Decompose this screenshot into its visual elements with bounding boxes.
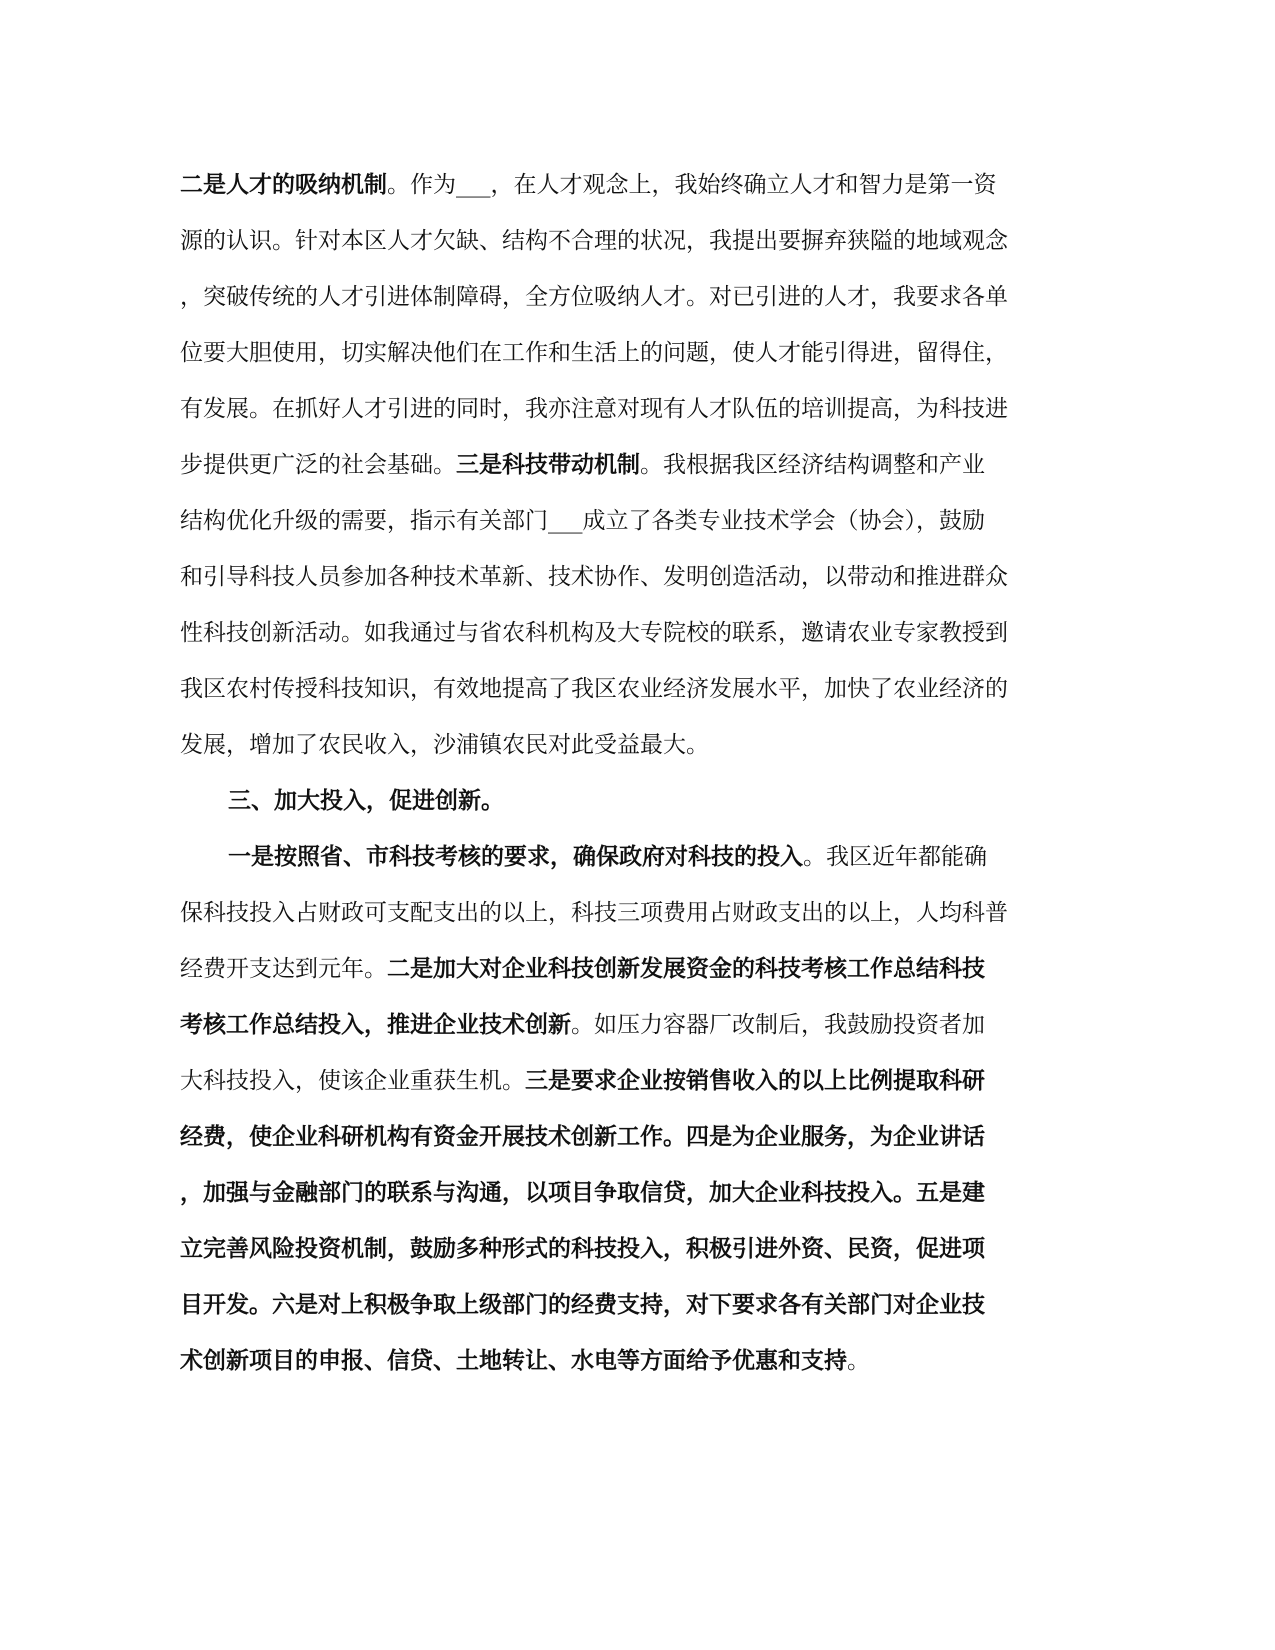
text-line xyxy=(180,165,1060,205)
text-run: 目开发。六是对上积极争取上级部门的经费支持，对下要求各有关部门对企业技 xyxy=(180,1291,985,1318)
text-run: 。如压力容器厂改制后，我鼓励投资者加 xyxy=(571,1012,985,1038)
text-run: 。作为___，在人才观念上，我始终确立人才和智力是第一资 xyxy=(387,172,997,198)
text-run: 一是按照省、市科技考核的要求，确保政府对科技的投入 xyxy=(228,843,803,870)
text-run: 术创新项目的申报、信贷、土地转让、水电等方面给予优惠和支持 xyxy=(180,1347,847,1374)
text-line xyxy=(180,669,1060,709)
text-run: 经费，使企业科研机构有资金开展技术创新工作。四是为企业服务，为企业讲话 xyxy=(180,1123,985,1150)
text-line xyxy=(180,1173,1060,1213)
text-line xyxy=(180,501,1060,541)
text-run: 。我区近年都能确 xyxy=(803,844,987,870)
text-run: 保科技投入占财政可支配支出的以上，科技三项费用占财政支出的以上，人均科普 xyxy=(180,900,1008,926)
text-run: 发展，增加了农民收入，沙浦镇农民对此受益最大。 xyxy=(180,732,709,758)
text-run: 三是要求企业按销售收入的以上比例提取科研 xyxy=(525,1067,985,1094)
text-line xyxy=(180,333,1060,373)
text-line xyxy=(180,725,1060,765)
text-run: 二是人才的吸纳机制 xyxy=(180,171,387,198)
text-run: 位要大胆使用，切实解决他们在工作和生活上的问题，使人才能引得进，留得住， xyxy=(180,340,1008,366)
text-line xyxy=(180,1005,1060,1045)
text-run: 三、加大投入，促进创新。 xyxy=(228,787,504,814)
text-run: 大科技投入，使该企业重获生机。 xyxy=(180,1068,525,1094)
text-line xyxy=(180,221,1060,261)
text-line xyxy=(180,613,1060,653)
text-run: 经费开支达到元年。 xyxy=(180,956,387,982)
text-line xyxy=(180,557,1060,597)
text-run: 三是科技带动机制 xyxy=(456,451,640,478)
text-run: 。我根据我区经济结构调整和产业 xyxy=(640,452,985,478)
text-run: 性科技创新活动。如我通过与省农科机构及大专院校的联系，邀请农业专家教授到 xyxy=(180,620,1008,646)
text-line xyxy=(180,893,1060,933)
text-line xyxy=(180,277,1060,317)
text-run: 。 xyxy=(847,1348,870,1374)
text-run: 结构优化升级的需要，指示有关部门___成立了各类专业技术学会（协会），鼓励 xyxy=(180,508,985,534)
text-run: 我区农村传授科技知识，有效地提高了我区农业经济发展水平，加快了农业经济的 xyxy=(180,676,1008,702)
text-run: 源的认识。针对本区人才欠缺、结构不合理的状况，我提出要摒弃狭隘的地域观念 xyxy=(180,228,1008,254)
text-line xyxy=(180,1061,1060,1101)
text-run: ，加强与金融部门的联系与沟通，以项目争取信贷，加大企业科技投入。五是建 xyxy=(180,1179,985,1206)
text-line xyxy=(180,389,1060,429)
text-run: 有发展。在抓好人才引进的同时，我亦注意对现有人才队伍的培训提高，为科技进 xyxy=(180,396,1008,422)
text-run: 考核工作总结投入，推进企业技术创新 xyxy=(180,1011,571,1038)
text-line xyxy=(180,1285,1060,1325)
text-line xyxy=(228,837,1060,877)
text-line xyxy=(180,1117,1060,1157)
text-line xyxy=(180,949,1060,989)
text-line xyxy=(180,1229,1060,1269)
section-heading xyxy=(228,781,1060,821)
text-run: 和引导科技人员参加各种技术革新、技术协作、发明创造活动，以带动和推进群众 xyxy=(180,564,1008,590)
text-run: ，突破传统的人才引进体制障碍，全方位吸纳人才。对已引进的人才，我要求各单 xyxy=(180,284,1008,310)
text-line xyxy=(180,445,1060,485)
text-line xyxy=(180,1341,1060,1381)
text-run: 步提供更广泛的社会基础。 xyxy=(180,452,456,478)
text-run: 立完善风险投资机制，鼓励多种形式的科技投入，积极引进外资、民资，促进项 xyxy=(180,1235,985,1262)
text-run: 二是加大对企业科技创新发展资金的科技考核工作总结科技 xyxy=(387,955,985,982)
